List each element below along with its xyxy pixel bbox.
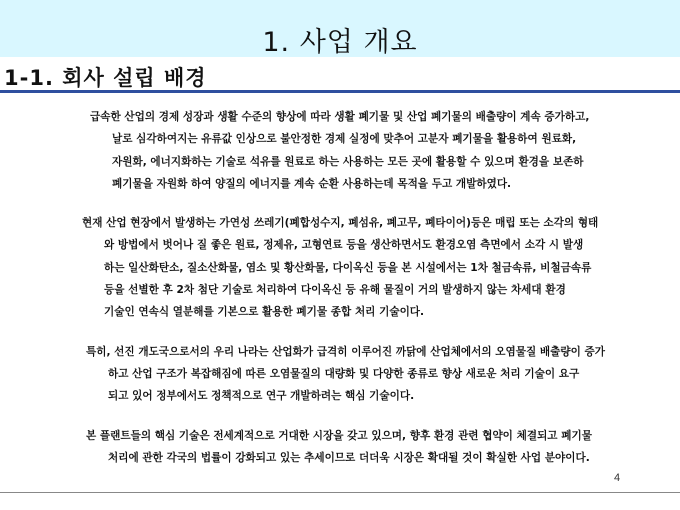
paragraph-line: 와 방법에서 벗어나 질 좋은 원료, 정제유, 고형연료 등을 생산하면서도 환경오염 측면에서 소각 시 발생 <box>104 239 584 252</box>
body-text <box>82 106 630 486</box>
slide-title: 1. 사업 개요 <box>262 27 418 58</box>
page-number: 4 <box>614 472 621 484</box>
paragraph-4 <box>86 425 630 470</box>
paragraph-line: 기술인 연속식 열분해를 기본으로 활용한 폐기물 종합 처리 기술이다. <box>104 306 425 319</box>
paragraph-line: 급속한 산업의 경제 성장과 생활 수준의 향상에 따라 생활 폐기물 및 산업 폐기물의 배출량이 계속 증가하고, <box>90 111 590 123</box>
paragraph-line: 등을 선별한 후 2차 첨단 기술로 처리하여 다이옥신 등 유해 물질이 거의 발생하지 않는 차세대 환경 <box>104 284 566 297</box>
paragraph-line: 본 플랜트들의 핵심 기술은 전세계적으로 거대한 시장을 갖고 있으며, 향후 환경 관련 협약이 체결되고 폐기물 <box>86 429 592 442</box>
section-heading: 1-1. 회사 설립 배경 <box>4 66 207 90</box>
paragraph-2 <box>82 212 630 323</box>
paragraph-line: 되고 있어 정부에서도 정책적으로 연구 개발하려는 핵심 기술이다. <box>108 390 415 403</box>
paragraph-line: 현재 산업 현장에서 발생하는 가연성 쓰레기(폐합성수지, 폐섬유, 폐고무, 폐타이어)등은 매립 또는 소각의 형태 <box>82 217 599 230</box>
paragraph-line: 특히, 선진 개도국으로서의 우리 나라는 산업화가 급격히 이루어진 까닭에 산업체에서의 오염물질 배출량이 증가 <box>86 345 606 358</box>
paragraph-line: 하는 일산화탄소, 질소산화물, 염소 및 황산화물, 다이옥신 등을 본 시설에서는 1차 철금속류, 비철금속류 <box>104 261 592 274</box>
paragraph-line: 날로 심각하여지는 유류값 인상으로 불안정한 경제 실정에 맞추어 고분자 폐기물을 활용하여 원료화, <box>112 133 577 146</box>
paragraph-line: 자원화, 에너지화하는 기술로 석유를 원료로 하는 사용하는 모든 곳에 활용할 수 있으며 환경을 보존하 <box>112 155 584 168</box>
footer-divider <box>0 492 680 493</box>
paragraph-3 <box>86 341 630 408</box>
paragraph-1 <box>90 106 630 195</box>
paragraph-line: 하고 산업 구조가 복잡해짐에 따른 오염물질의 대량화 및 다양한 종류로 향상 새로운 처리 기술이 요구 <box>108 367 580 380</box>
paragraph-line: 처리에 관한 각국의 법률이 강화되고 있는 추세이므로 더더욱 시장은 확대될 것이 확실한 사업 분야이다. <box>108 451 590 464</box>
heading-divider <box>0 90 680 93</box>
paragraph-line: 폐기물을 자원화 하여 양질의 에너지를 계속 순환 사용하는데 목적을 두고 개발하였다. <box>112 177 512 190</box>
